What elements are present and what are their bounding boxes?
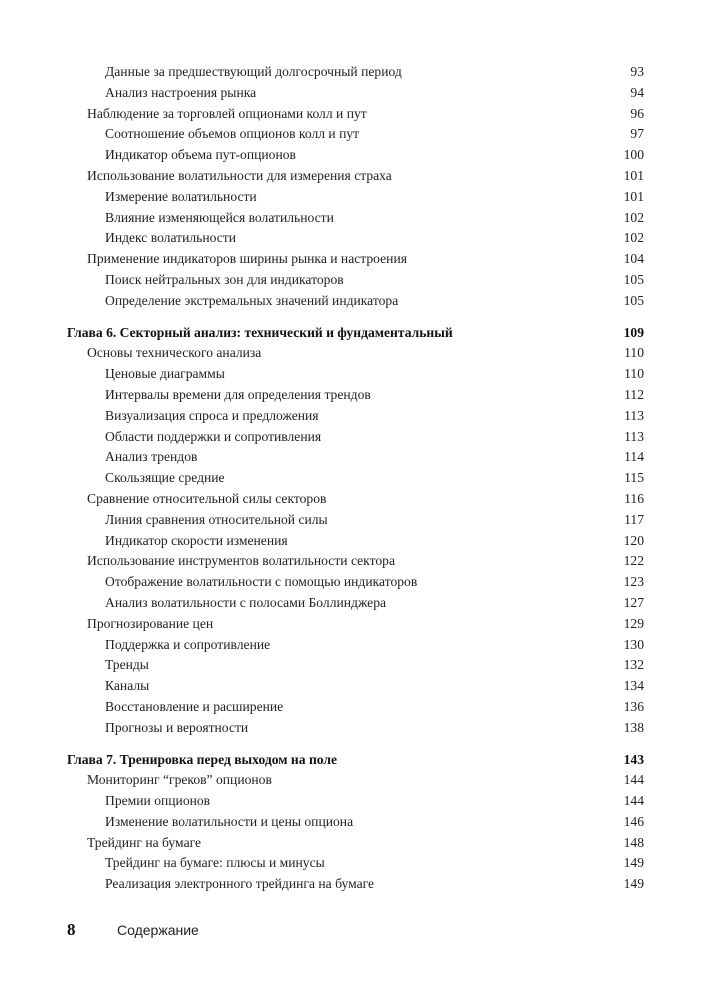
toc-entry-title: Использование волатильности для измерения страха xyxy=(87,167,392,183)
toc-entry-page: 97 xyxy=(630,126,644,142)
toc-entry-page: 105 xyxy=(623,271,644,287)
toc-entry xyxy=(67,166,644,187)
footer-page-number: 8 xyxy=(67,920,76,939)
toc-entry-title: Прогнозы и вероятности xyxy=(105,719,249,735)
toc-entry-page: 116 xyxy=(624,490,644,506)
toc-entry-title: Поддержка и сопротивление xyxy=(105,636,271,652)
toc-entry-title: Отображение волатильности с помощью индикаторов xyxy=(105,574,418,590)
toc-entry-page: 136 xyxy=(623,698,644,714)
toc-chapter xyxy=(67,750,644,771)
toc-entry-title: Анализ трендов xyxy=(105,449,198,465)
toc-entry xyxy=(67,83,644,104)
footer-section-label: Содержание xyxy=(117,922,199,938)
toc-entry-title: Индикатор скорости изменения xyxy=(105,532,288,548)
toc-entry-title: Наблюдение за торговлей опционами колл и пут xyxy=(87,105,367,121)
toc-entry-page: 134 xyxy=(623,678,644,694)
toc-entry-page: 146 xyxy=(623,813,644,829)
toc-entry-title: Реализация электронного трейдинга на бумаге xyxy=(105,876,375,892)
toc-entry-page: 120 xyxy=(623,532,644,548)
toc-entry-page: 102 xyxy=(623,209,644,225)
toc-entry-title: Применение индикаторов ширины рынка и настроения xyxy=(87,251,407,267)
toc-entry-title: Трейдинг на бумаге: плюсы и минусы xyxy=(105,855,325,871)
toc-entry-page: 130 xyxy=(623,636,644,652)
toc-entry xyxy=(67,62,644,83)
toc-entry-page: 110 xyxy=(624,366,644,382)
toc-entry-page: 101 xyxy=(623,167,644,183)
toc-entry xyxy=(67,791,644,812)
toc-entry xyxy=(67,614,644,635)
toc-entry-page: 93 xyxy=(630,64,644,79)
toc-entry xyxy=(67,697,644,718)
toc-entry xyxy=(67,531,644,552)
toc-entry-title: Данные за предшествующий долгосрочный период xyxy=(105,64,402,79)
toc-entry-page: 102 xyxy=(623,230,644,246)
toc-entry-page: 113 xyxy=(624,428,644,444)
toc-entry xyxy=(67,208,644,229)
toc-entry-title: Тренды xyxy=(105,657,149,673)
page-footer xyxy=(67,920,199,940)
toc-entry-title: Влияние изменяющейся волатильности xyxy=(105,209,334,225)
toc-entry-page: 96 xyxy=(630,105,644,121)
toc-entry xyxy=(67,447,644,468)
toc-entry-page: 114 xyxy=(624,449,644,465)
toc-entry-title: Каналы xyxy=(105,678,150,694)
toc-entry-title: Измерение волатильности xyxy=(105,188,257,204)
toc-entry-title: Прогнозирование цен xyxy=(87,615,214,631)
toc-entry-title: Премии опционов xyxy=(105,793,211,809)
toc-entry xyxy=(67,145,644,166)
toc-entry xyxy=(67,833,644,854)
toc-entry-page: 100 xyxy=(623,147,644,163)
toc-entry-title: Определение экстремальных значений индикатора xyxy=(105,292,399,308)
toc-entry-page: 144 xyxy=(623,772,644,788)
toc-entry xyxy=(67,291,644,312)
toc-entry xyxy=(67,270,644,291)
toc-entry xyxy=(67,676,644,697)
toc-entry xyxy=(67,635,644,656)
toc-entry-title: Сравнение относительной силы секторов xyxy=(87,490,327,506)
toc-entry xyxy=(67,551,644,572)
toc-entry-title: Глава 7. Тренировка перед выходом на поле xyxy=(67,751,338,767)
toc-entry xyxy=(67,385,644,406)
toc-entry-page: 113 xyxy=(624,407,644,423)
toc-entry xyxy=(67,249,644,270)
toc-entry-page: 104 xyxy=(623,251,644,267)
toc-entry xyxy=(67,489,644,510)
toc-entry-page: 105 xyxy=(623,292,644,308)
toc-entry-title: Восстановление и расширение xyxy=(105,698,284,714)
toc-entry-title: Анализ волатильности с полосами Боллинджера xyxy=(105,594,387,610)
toc-entry xyxy=(67,718,644,739)
toc-entry-page: 123 xyxy=(623,574,644,590)
toc-entry-title: Скользящие средние xyxy=(105,470,225,486)
toc-entry xyxy=(67,853,644,874)
toc-entry xyxy=(67,572,644,593)
toc-entry-page: 143 xyxy=(623,751,644,767)
toc-entry xyxy=(67,364,644,385)
toc-entry-title: Области поддержки и сопротивления xyxy=(105,428,322,444)
toc-entry-title: Ценовые диаграммы xyxy=(105,366,225,382)
toc-entry xyxy=(67,104,644,125)
toc-entry xyxy=(67,593,644,614)
toc-entry xyxy=(67,427,644,448)
toc-entry-title: Поиск нейтральных зон для индикаторов xyxy=(105,271,344,287)
toc-entry-page: 94 xyxy=(630,84,644,100)
toc-entry-page: 129 xyxy=(623,615,644,631)
toc-entry xyxy=(67,812,644,833)
toc-entry-page: 149 xyxy=(623,855,644,871)
toc-entry-title: Изменение волатильности и цены опциона xyxy=(105,813,354,829)
toc-entry xyxy=(67,406,644,427)
toc-entry-page: 144 xyxy=(623,793,644,809)
toc-entry-page: 115 xyxy=(624,470,644,486)
toc-entry-title: Индекс волатильности xyxy=(105,230,237,246)
toc-entry-page: 112 xyxy=(624,386,644,402)
toc-entry-page: 110 xyxy=(624,345,644,361)
toc-entry xyxy=(67,124,644,145)
table-of-contents xyxy=(67,62,644,895)
toc-entry xyxy=(67,228,644,249)
toc-entry-title: Линия сравнения относительной силы xyxy=(105,511,328,527)
toc-entry-title: Интервалы времени для определения трендов xyxy=(105,386,371,402)
toc-entry xyxy=(67,874,644,895)
toc-entry-page: 117 xyxy=(624,511,644,527)
toc-entry-title: Индикатор объема пут-опционов xyxy=(105,147,296,163)
toc-entry-title: Глава 6. Секторный анализ: технический и фундаментальный xyxy=(67,324,453,340)
toc-entry-page: 109 xyxy=(623,324,644,340)
toc-entry-page: 122 xyxy=(623,553,644,569)
toc-chapter xyxy=(67,323,644,344)
toc-entry-title: Мониторинг “греков” опционов xyxy=(87,772,272,788)
toc-entry-title: Трейдинг на бумаге xyxy=(87,834,202,850)
toc-entry-page: 101 xyxy=(623,188,644,204)
toc-entry-title: Анализ настроения рынка xyxy=(105,84,257,100)
toc-entry xyxy=(67,343,644,364)
toc-entry-page: 132 xyxy=(623,657,644,673)
toc-entry xyxy=(67,468,644,489)
toc-entry xyxy=(67,770,644,791)
toc-entry-page: 127 xyxy=(623,594,644,610)
toc-entry-title: Соотношение объемов опционов колл и пут xyxy=(105,126,360,142)
toc-entry-page: 149 xyxy=(623,876,644,892)
toc-entry xyxy=(67,510,644,531)
toc-entry xyxy=(67,187,644,208)
toc-entry xyxy=(67,655,644,676)
toc-entry-page: 138 xyxy=(623,719,644,735)
toc-entry-title: Использование инструментов волатильности сектора xyxy=(87,553,395,569)
toc-entry-title: Основы технического анализа xyxy=(87,345,262,361)
toc-entry-title: Визуализация спроса и предложения xyxy=(105,407,319,423)
toc-entry-page: 148 xyxy=(623,834,644,850)
